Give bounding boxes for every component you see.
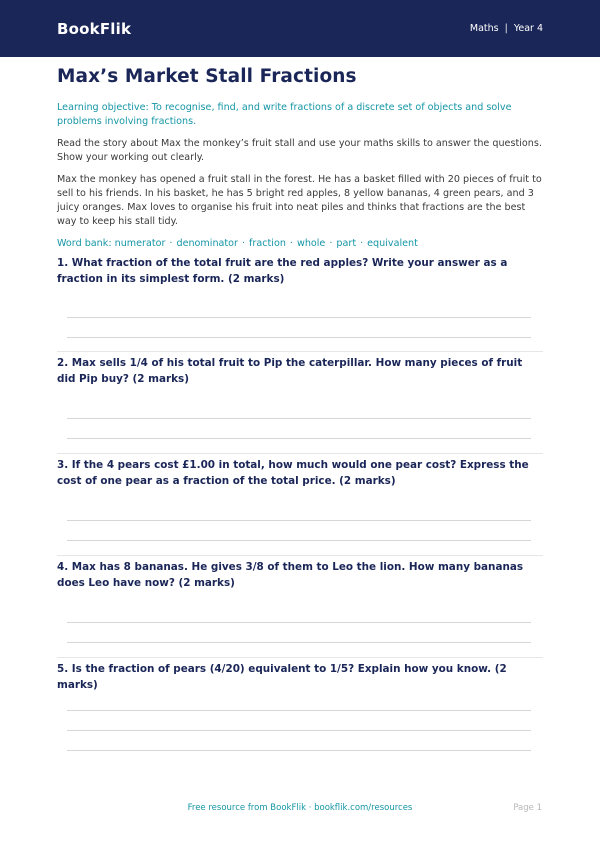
- instructions: Read the story about Max the monkey’s fruit stall and use your maths skills to answer the questions. Show your working out clearly.: [57, 138, 542, 163]
- header-separator: |: [504, 23, 508, 34]
- word-bank-word: equivalent: [367, 238, 418, 249]
- question-5: 5. Is the fraction of pears (4/20) equivalent to 1/5? Explain how you know. (2 marks): [57, 657, 543, 693]
- word-bank: Word bank: numerator · denominator · fraction · whole · part · equivalent: [57, 238, 418, 249]
- year-label: Year 4: [513, 23, 543, 34]
- learning-objective: Learning objective: To recognise, find, and write fractions of a discrete set of objects and solve problems involving fractions.: [57, 102, 512, 127]
- word-bank-word: denominator: [176, 238, 238, 249]
- word-bank-word: numerator: [114, 238, 166, 249]
- word-bank-label: Word bank:: [57, 238, 112, 249]
- question-4: 4. Max has 8 bananas. He gives 3/8 of them to Leo the lion. How many bananas does Leo have now? (2 marks): [57, 555, 543, 591]
- question-2: 2. Max sells 1/4 of his total fruit to Pip the caterpillar. How many pieces of fruit did Pip buy? (2 marks): [57, 351, 543, 387]
- answer-line[interactable]: [67, 730, 531, 731]
- page-number: Page 1: [513, 803, 542, 813]
- answer-line[interactable]: [67, 750, 531, 751]
- question-1: 1. What fraction of the total fruit are the red apples? Write your answer as a fraction in its simplest form. (2 marks): [57, 257, 508, 285]
- word-bank-word: part: [336, 238, 357, 249]
- story-text: Max the monkey has opened a fruit stall in the forest. He has a basket filled with 20 pieces of fruit to sell to his friends. In his basket, he has 5 bright red apples, 8 yellow bananas, 4 green pears, and 3 juicy oranges. Max loves to organise his fruit into neat piles and thinks that fractions are the best way to keep his stall tidy.: [57, 174, 542, 227]
- subject-label: Maths: [469, 23, 499, 34]
- answer-line[interactable]: [67, 710, 531, 711]
- word-bank-word: whole: [296, 238, 326, 249]
- subject-year: [470, 23, 543, 34]
- answer-line[interactable]: [67, 622, 531, 623]
- answer-line[interactable]: [67, 418, 531, 419]
- footer-link[interactable]: Free resource from BookFlik · bookflik.com/resources: [187, 803, 413, 813]
- worksheet-intro: [57, 66, 543, 249]
- answer-line[interactable]: [67, 540, 531, 541]
- answer-line[interactable]: [67, 317, 531, 318]
- answer-line[interactable]: [67, 438, 531, 439]
- answer-line[interactable]: [67, 520, 531, 521]
- brand-logo: BookFlik: [57, 19, 132, 38]
- answer-line[interactable]: [67, 642, 531, 643]
- word-bank-word: fraction: [249, 238, 286, 249]
- answer-line[interactable]: [67, 337, 531, 338]
- question-3: 3. If the 4 pears cost £1.00 in total, how much would one pear cost? Express the cost of one pear as a fraction of the total price. (2 marks): [57, 453, 543, 489]
- page-title: Max’s Market Stall Fractions: [57, 66, 357, 87]
- page-header: [0, 0, 600, 57]
